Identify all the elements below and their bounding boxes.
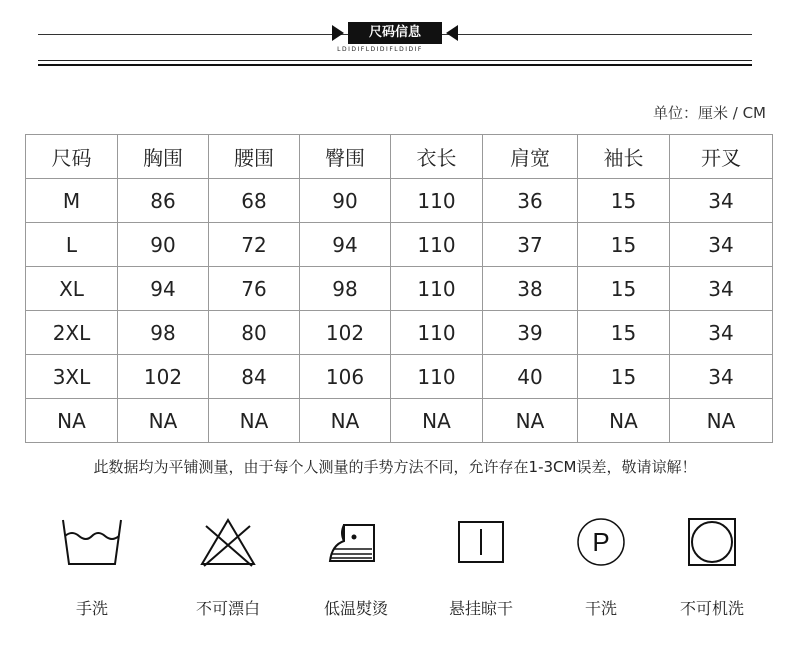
table-cell: 37	[483, 223, 578, 267]
header-bottom-rule	[38, 60, 752, 61]
table-cell: 15	[578, 179, 670, 223]
table-row	[26, 311, 773, 355]
table-cell: 2XL	[26, 311, 118, 355]
table-cell: 76	[209, 267, 300, 311]
dry-clean-symbol: P	[592, 527, 610, 557]
table-cell: 34	[670, 311, 773, 355]
table-cell: M	[26, 179, 118, 223]
section-subtitle: LDIDIFLDIDIFLDIDIF	[295, 44, 465, 56]
table-cell: 40	[483, 355, 578, 399]
table-cell: 86	[118, 179, 209, 223]
care-item-hang-dry	[416, 510, 546, 619]
col-header-waist: 腰围	[209, 135, 300, 179]
table-cell: 36	[483, 179, 578, 223]
care-label: 手洗	[75, 599, 108, 618]
left-arrow-icon	[332, 25, 344, 41]
table-cell: 34	[670, 179, 773, 223]
table-cell: 72	[209, 223, 300, 267]
table-cell: 68	[209, 179, 300, 223]
col-header-sleeve: 袖长	[578, 135, 670, 179]
table-cell: 15	[578, 355, 670, 399]
care-label: 低温熨烫	[323, 599, 388, 618]
care-label: 干洗	[584, 599, 617, 618]
care-label: 不可机洗	[679, 599, 744, 618]
care-item-no-bleach	[163, 510, 293, 619]
care-item-low-iron	[291, 510, 421, 619]
table-cell: 110	[391, 311, 483, 355]
table-cell: NA	[118, 399, 209, 443]
table-cell: 38	[483, 267, 578, 311]
table-cell: 15	[578, 311, 670, 355]
table-cell: 90	[300, 179, 391, 223]
col-header-chest: 胸围	[118, 135, 209, 179]
table-cell: 90	[118, 223, 209, 267]
table-row	[26, 179, 773, 223]
col-header-size: 尺码	[26, 135, 118, 179]
col-header-slit: 开叉	[670, 135, 773, 179]
table-cell: 98	[118, 311, 209, 355]
no-machine-wash-icon	[647, 510, 777, 574]
right-arrow-icon	[446, 25, 458, 41]
table-cell: 15	[578, 267, 670, 311]
table-header-row	[26, 135, 773, 179]
table-cell: NA	[209, 399, 300, 443]
table-row	[26, 267, 773, 311]
table-row	[26, 223, 773, 267]
table-cell: 94	[300, 223, 391, 267]
table-cell: 15	[578, 223, 670, 267]
care-label: 悬挂晾干	[448, 599, 513, 618]
table-cell: 106	[300, 355, 391, 399]
table-cell: NA	[26, 399, 118, 443]
no-bleach-icon	[163, 510, 293, 574]
care-item-hand-wash	[27, 510, 157, 619]
low-iron-icon	[291, 510, 421, 574]
table-cell: 110	[391, 267, 483, 311]
table-cell: 80	[209, 311, 300, 355]
table-cell: 39	[483, 311, 578, 355]
unit-label: 单位：厘米 / CM	[652, 104, 766, 122]
table-cell: XL	[26, 267, 118, 311]
table-cell: 98	[300, 267, 391, 311]
table-cell: 3XL	[26, 355, 118, 399]
care-item-no-machine-wash	[647, 510, 777, 619]
table-cell: 110	[391, 179, 483, 223]
table-cell: NA	[483, 399, 578, 443]
table-cell: L	[26, 223, 118, 267]
table-cell: 34	[670, 355, 773, 399]
col-header-shoulder: 肩宽	[483, 135, 578, 179]
table-cell: 34	[670, 223, 773, 267]
col-header-length: 衣长	[391, 135, 483, 179]
table-cell: 110	[391, 355, 483, 399]
table-cell: 102	[300, 311, 391, 355]
hand-wash-icon	[27, 510, 157, 574]
table-cell: 102	[118, 355, 209, 399]
table-cell: NA	[578, 399, 670, 443]
measurement-note: 此数据均为平铺测量，由于每个人测量的手势方法不同，允许存在1-3CM误差，敬请谅解！	[93, 458, 697, 476]
header-badge	[330, 22, 460, 46]
hang-dry-icon	[416, 510, 546, 574]
table-cell: 94	[118, 267, 209, 311]
header-bottom-rule-thick	[38, 64, 752, 66]
table-cell: NA	[300, 399, 391, 443]
table-row	[26, 399, 773, 443]
section-title: 尺码信息	[368, 25, 421, 40]
table-row	[26, 355, 773, 399]
table-cell: 84	[209, 355, 300, 399]
table-cell: 110	[391, 223, 483, 267]
table-cell: 34	[670, 267, 773, 311]
size-table	[25, 134, 773, 443]
table-cell: NA	[391, 399, 483, 443]
care-label: 不可漂白	[195, 599, 260, 618]
table-cell: NA	[670, 399, 773, 443]
col-header-hip: 臀围	[300, 135, 391, 179]
